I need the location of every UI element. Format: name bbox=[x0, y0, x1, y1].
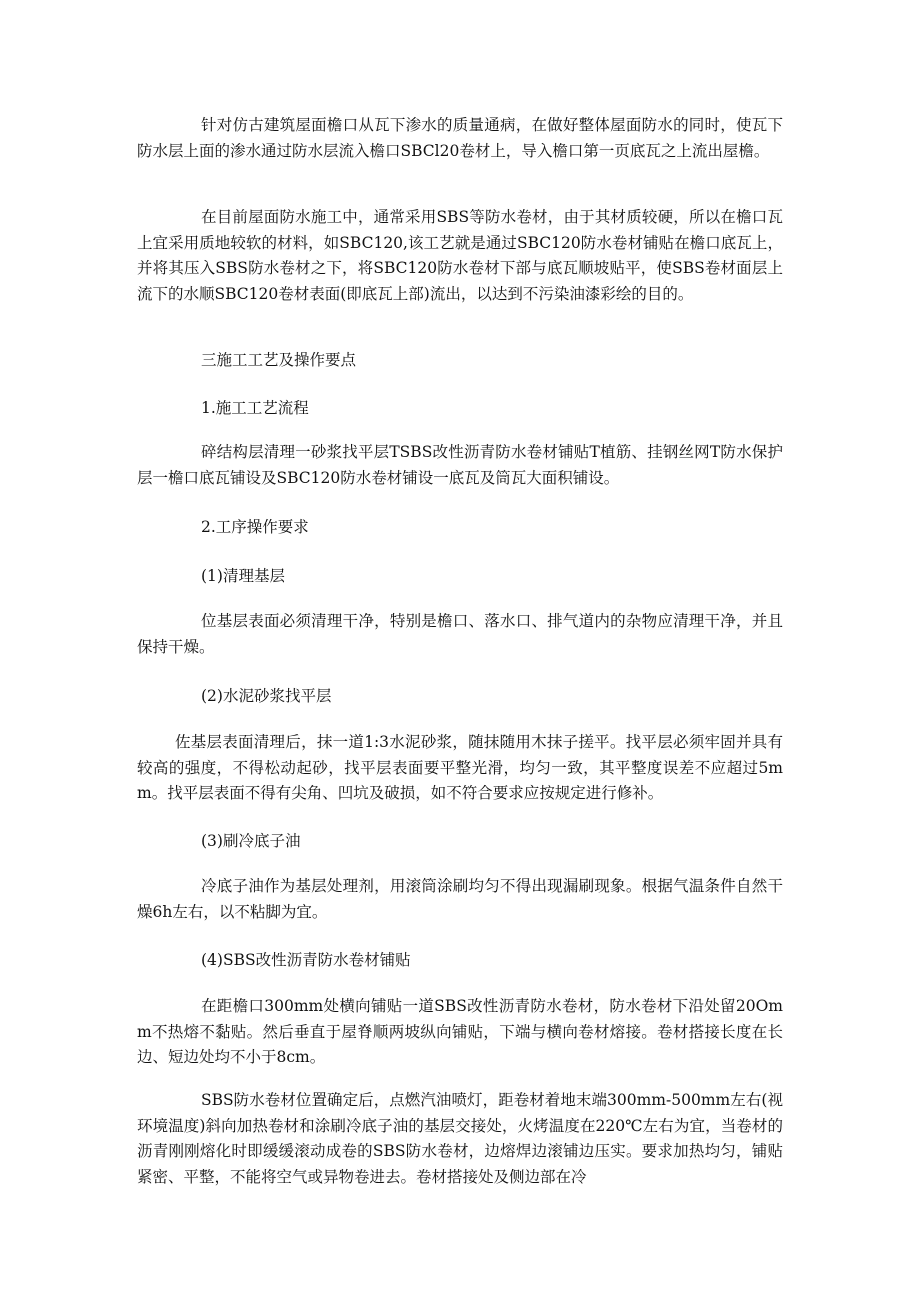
section-heading-process: 三施工工艺及操作要点 bbox=[201, 351, 357, 369]
step-heading-clean-base: (1)清理基层 bbox=[201, 567, 285, 585]
paragraph-clean-base: 位基层表面必须清理干净，特别是檐口、落水口、排气道内的杂物应清理干净，并且保持干燥。 bbox=[137, 612, 783, 656]
subheading-operation-requirements: 2.工序操作要求 bbox=[201, 518, 309, 536]
paragraph-leveling-layer: 佐基层表面清理后，抹一道1:3水泥砂浆，随抹随用木抹子搓平。找平层必须牢固并具有较高的强度，不得松动起砂，找平层表面要平整光滑，均匀一致，其平整度误差不应超过5mm。找平层表面不得有尖角、凹坑及破损，如不符合要求应按规定进行修补。 bbox=[137, 733, 783, 802]
step-heading-leveling-layer: (2)水泥砂浆找平层 bbox=[201, 687, 332, 705]
paragraph-primer: 冷底子油作为基层处理剂，用滚筒涂刷均匀不得出现漏刷现象。根据气温条件自然干燥6h左右，以不粘脚为宜。 bbox=[137, 877, 783, 921]
paragraph-intro: 针对仿古建筑屋面檐口从瓦下渗水的质量通病，在做好整体屋面防水的同时，使瓦下防水层上面的渗水通过防水层流入檐口SBCl20卷材上，导入檐口第一页底瓦之上流出屋檐。 bbox=[137, 116, 783, 160]
paragraph-background: 在目前屋面防水施工中，通常采用SBS等防水卷材，由于其材质较硬，所以在檐口瓦上宜采用质地较软的材料，如SBC120,该工艺就是通过SBC120防水卷材铺贴在檐口底瓦上，并将其压入SBS防水卷材之下，将SBC120防水卷材下部与底瓦顺坡贴平，使SBS卷材面层上流下的水顺SBC120卷材表面(即底瓦上部)流出，以达到不污染油漆彩绘的目的。 bbox=[137, 208, 783, 303]
step-heading-sbs-membrane: (4)SBS改性沥青防水卷材铺贴 bbox=[201, 951, 411, 969]
paragraph-sbs-heating: SBS防水卷材位置确定后，点燃汽油喷灯，距卷材着地末端300mm-500mm左右(视环境温度)斜向加热卷材和涂刷冷底子油的基层交接处，火烤温度在220℃左右为宜，当卷材的沥青刚刚熔化时即缓缓滚动成卷的SBS防水卷材，边熔焊边滚铺边压实。要求加热均匀，铺贴紧密、平整，不能将空气或异物卷进去。卷材搭接处及侧边部在冷 bbox=[137, 1091, 783, 1186]
subheading-process-flow: 1.施工工艺流程 bbox=[201, 399, 309, 417]
paragraph-sbs-membrane: 在距檐口300mm处横向铺贴一道SBS改性沥青防水卷材，防水卷材下沿处留20Omm不热熔不黏贴。然后垂直于屋脊顺两坡纵向铺贴，下端与横向卷材熔接。卷材搭接长度在长边、短边处均不小于8cm。 bbox=[137, 997, 783, 1066]
step-heading-primer: (3)刷冷底子油 bbox=[201, 832, 301, 850]
paragraph-process-flow: 碎结构层清理一砂浆找平层TSBS改性沥青防水卷材铺贴T植筋、挂钢丝网T防水保护层一檐口底瓦铺设及SBC120防水卷材铺设一底瓦及筒瓦大面积铺设。 bbox=[137, 443, 783, 487]
